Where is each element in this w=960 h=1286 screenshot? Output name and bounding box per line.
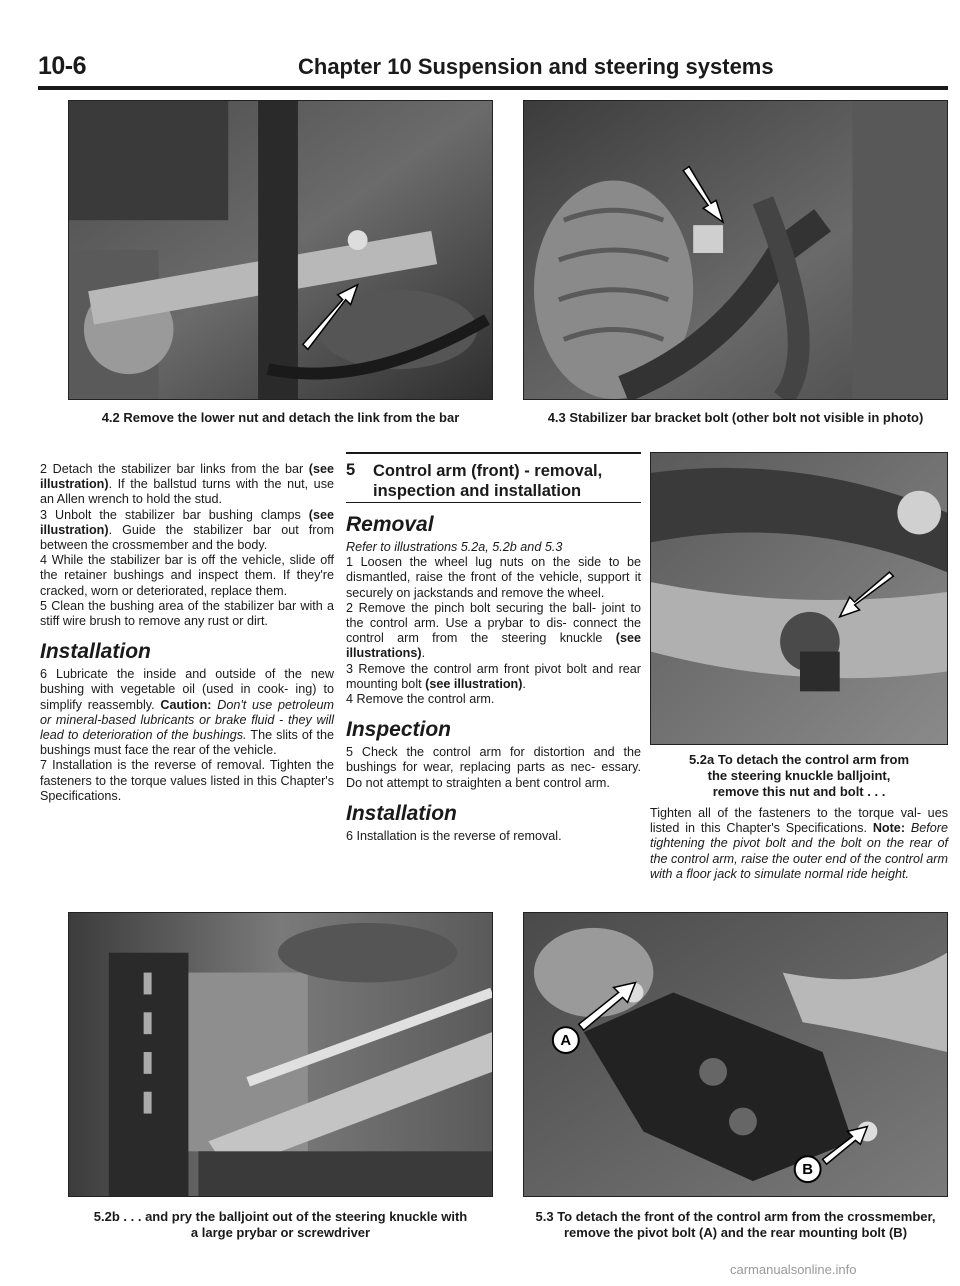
paragraph-4: 4 Remove the control arm. — [346, 692, 495, 707]
refer-text: Refer to illustrations 5.2a, 5.2b and 5.3 — [346, 540, 563, 554]
section-rule-top — [346, 452, 641, 454]
photo-4-2 — [68, 100, 493, 400]
paragraph-3: 3 Unbolt the stabilizer bar bushing clamps (see illustration). Guide the stabilizer bar out from between the crossmember and the body. — [40, 507, 334, 553]
installation-heading: Installation — [346, 801, 457, 825]
svg-text:A: A — [560, 1033, 572, 1050]
caption-4-2: 4.2 Remove the lower nut and detach the link from the bar — [101, 410, 460, 425]
label-a-icon — [553, 1027, 579, 1053]
section-title: Control arm (front) - removal, inspection and installation — [373, 462, 603, 500]
caption-5-3: 5.3 To detach the front of the control arm from the crossmember, remove the pivot bolt (A) and the rear mounting bolt (B) — [535, 1209, 936, 1240]
caption-5-2a: 5.2a To detach the control arm from the steering knuckle balljoint, remove this nut and bolt . . . — [688, 752, 910, 799]
paragraph-4: 4 While the stabilizer bar is off the vehicle, slide off the retainer bushings and inspect them. If they're cracked, worn or deteriorated, replace them. — [40, 553, 334, 598]
photo-4-3 — [523, 100, 948, 400]
paragraph-2: 2 Remove the pinch bolt securing the ball- joint to the control arm. Use a prybar to dis- connect the control arm from the steering knuckle (see illustrations). — [346, 600, 641, 661]
header-rule — [38, 86, 948, 90]
paragraph-2: 2 Detach the stabilizer bar links from the bar (see illustration). If the ballstud turns with the nut, use an Allen wrench to hold the stud. — [40, 462, 334, 507]
removal-heading: Removal — [346, 513, 434, 536]
installation-heading: Installation — [40, 640, 151, 664]
paragraph-1: 1 Loosen the wheel lug nuts on the side to be dismantled, raise the front of the vehicle, support it securely on jackstands and remove the wheel. — [346, 555, 641, 600]
caption-4-3: 4.3 Stabilizer bar bracket bolt (other bolt not visible in photo) — [547, 410, 924, 425]
page-number: 10-6 — [38, 52, 87, 80]
chapter-title: Chapter 10 Suspension and steering systems — [298, 54, 774, 79]
photo-5-2a — [650, 452, 948, 745]
paragraph-5: 5 Clean the bushing area of the stabilizer bar with a stiff wire brush to remove any rust or dirt. — [40, 598, 334, 629]
label-b-icon — [795, 1156, 821, 1182]
paragraph-6: 6 Installation is the reverse of removal. — [346, 828, 562, 843]
right-column — [650, 806, 948, 882]
section-rule-bottom — [346, 502, 641, 503]
inspection-heading: Inspection — [346, 718, 452, 742]
paragraph-6: 6 Lubricate the inside and outside of the new bushing with vegetable oil (used in cook- ing) to simplify reassembly. Caution: Don't use petroleum or mineral-based lubricants or brake fluid - they will lead to deterioration of the bushings. The slits of the bushings must face the rear of the vehicle. — [40, 667, 334, 758]
paragraph-tighten: Tighten all of the fasteners to the torque val- ues listed in this Chapter's Specifications. Note: Before tightening the pivot bolt and the bolt on the rear of the control arm, raise the outer end of the control arm with a floor jack to simulate normal ride height. — [650, 806, 948, 881]
photo-5-2b — [68, 912, 493, 1197]
middle-column — [346, 512, 641, 844]
photo-5-3 — [523, 912, 948, 1197]
section-number: 5 — [346, 461, 356, 479]
paragraph-7: 7 Installation is the reverse of removal. Tighten the fasteners to the torque values listed in this Chapter's Specifications. — [40, 758, 334, 803]
page-header — [38, 52, 948, 88]
caption-5-2b: 5.2b . . . and pry the balljoint out of the steering knuckle with a large prybar or screwdriver — [93, 1209, 468, 1240]
footer-watermark: carmanualsonline.info — [730, 1262, 857, 1277]
paragraph-3: 3 Remove the control arm front pivot bolt and rear mounting bolt (see illustration). — [346, 661, 641, 691]
svg-text:B: B — [802, 1162, 814, 1179]
paragraph-5: 5 Check the control arm for distortion and the bushings for wear, replacing parts as nec- essary. Do not attempt to straighten a bent control arm. — [346, 745, 641, 790]
left-column — [40, 462, 334, 804]
